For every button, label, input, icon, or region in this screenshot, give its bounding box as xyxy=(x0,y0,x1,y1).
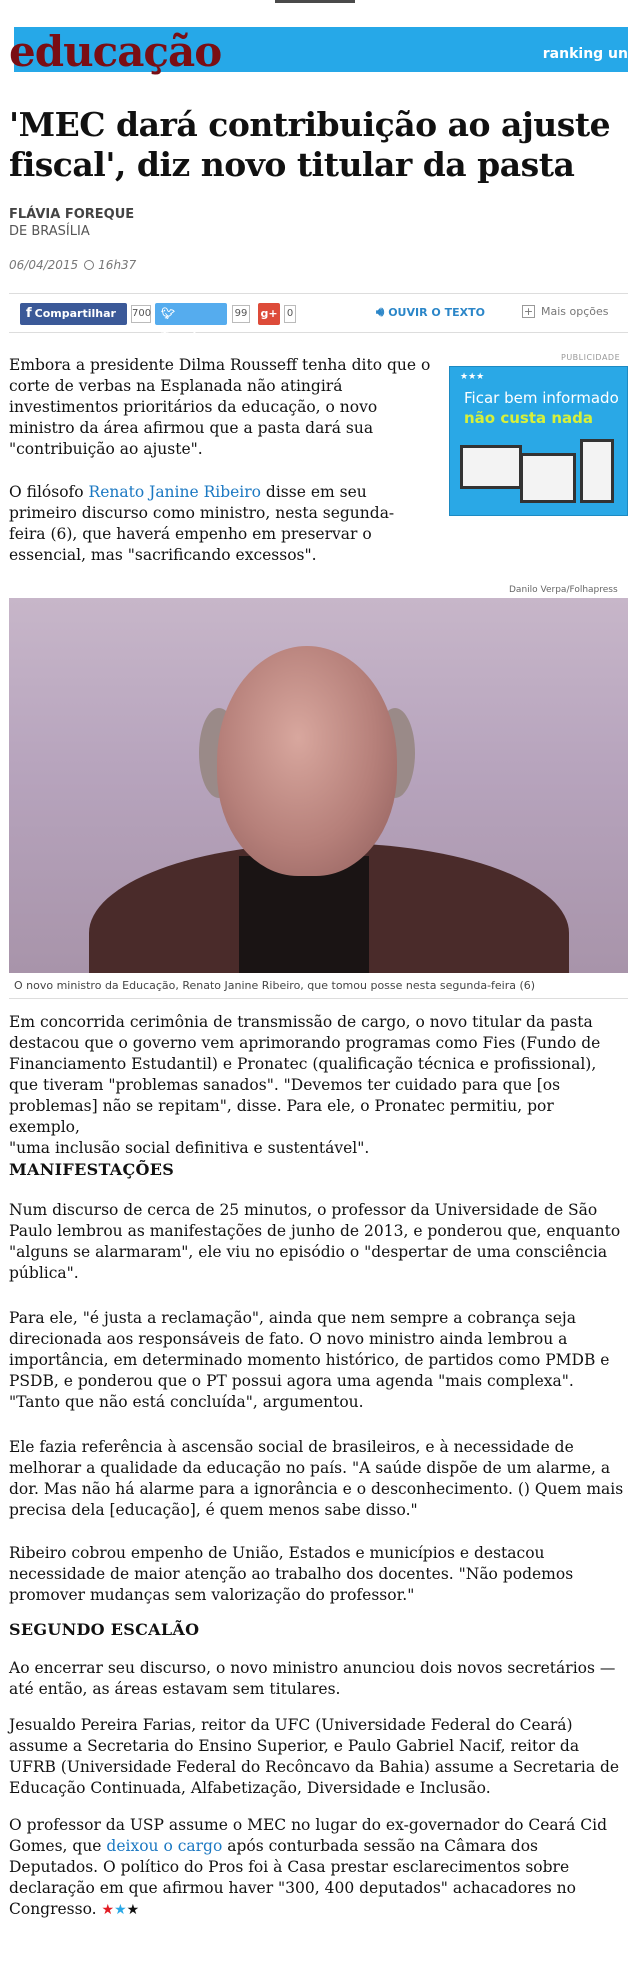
clock-icon xyxy=(84,260,94,270)
ad-line-1: Ficar bem informado xyxy=(464,389,619,407)
author-name: FLÁVIA FOREQUE xyxy=(9,207,135,222)
body-paragraph-2: Num discurso de cerca de 25 minutos, o professor da Universidade de São Paulo lembrou as manifestações de junho de 2013, e ponderou que, enquanto "alguns se alarmaram", ele viu no episódio o "despertar de uma consciência pública". xyxy=(9,1201,621,1282)
brand-stars-icon: ★★★ xyxy=(460,372,485,382)
body-paragraph-5: Ribeiro cobrou empenho de União, Estados e municípios e destacou necessidade de maior atenção ao trabalho dos docentes. "Não podemos promover mudanças sem valorização do professor." xyxy=(9,1544,574,1604)
ad-banner[interactable] xyxy=(449,366,628,516)
photo-credit: Danilo Verpa/Folhapress xyxy=(509,585,618,595)
facebook-share-button[interactable]: f Compartilhar xyxy=(20,303,127,325)
article-date: 06/04/2015 xyxy=(9,258,79,272)
deixou-o-cargo-link[interactable]: deixou o cargo xyxy=(106,1837,223,1855)
body-paragraph-4: Ele fazia referência à ascensão social de brasileiros, e à necessidade de melhorar a qualidade da educação no país. "A saúde dispõe de um alarme, a dor. Mas não há alarme para a ignorância e o desconhecimento. () Quem mais precisa dela [educação], é quem menos sabe disso." xyxy=(9,1438,624,1519)
caption-divider xyxy=(9,998,628,999)
body-paragraph-1: Em concorrida cerimônia de transmissão de cargo, o novo titular da pasta destacou que o governo vem aprimorando programas como Fies (Fundo de Financiamento Estudantil) e Pronatec (qualificação técnica e profissional), que tiveram "problemas sanados". "Devemos ter cuidado para que [os problemas] não se repitam", disse. Para ele, o Pronatec permitiu, por exemplo, "uma inclusão social definitiva e sustentável". xyxy=(9,1013,601,1157)
phone-image xyxy=(580,439,614,503)
article-time: 16h37 xyxy=(98,258,137,272)
laptop-image xyxy=(460,445,522,489)
minister-link[interactable]: Renato Janine Ribeiro xyxy=(88,483,261,501)
ranking-link[interactable]: ranking un xyxy=(542,46,628,62)
facebook-share-count: 700 xyxy=(131,305,151,323)
body-paragraph-3: Para ele, "é justa a reclamação", ainda que nem sempre a cobrança seja direcionada aos responsáveis de fato. O novo ministro ainda lembrou a importância, em determinado momento histórico, de partidos como PMDB e PSDB, e ponderou que o PT possui agora uma agenda "mais complexa". "Tanto que não está concluída", argumentou. xyxy=(9,1309,610,1411)
facebook-icon: f xyxy=(26,306,32,321)
section-title[interactable]: educação xyxy=(9,27,222,76)
subhead-segundo-escalao: SEGUNDO ESCALÃO xyxy=(9,1620,200,1639)
twitter-share-button[interactable]: 🐦︎ Tweetar xyxy=(155,303,227,325)
body-paragraph-6: Ao encerrar seu discurso, o novo ministro anunciou dois novos secretários — até então, as áreas estavam sem titulares. xyxy=(9,1659,616,1698)
gplus-share-count: 0 xyxy=(284,305,296,323)
share-bar xyxy=(9,293,628,342)
top-divider xyxy=(0,0,628,4)
end-stars-icon: ★★★ xyxy=(101,1902,140,1918)
ad-label: PUBLICIDADE xyxy=(561,353,621,362)
intro-paragraph-1: Embora a presidente Dilma Rousseff tenha dito que o corte de verbas na Esplanada não atingirá investimentos prioritários da educação, o novo ministro da área afirmou que a pasta dará sua "contribuição ao ajuste". xyxy=(9,356,431,458)
twitter-share-count: 99 xyxy=(232,305,250,323)
body-paragraph-7: Jesualdo Pereira Farias, reitor da UFC (Universidade Federal do Ceará) assume a Secretaria do Ensino Superior, e Paulo Gabriel Nacif, reitor da UFRB (Universidade Federal do Recôncavo da Bahia) assume a Secretaria de Educação Continuada, Alfabetização, Diversidade e Inclusão. xyxy=(9,1716,620,1797)
intro-paragraph-2: O filósofo Renato Janine Ribeiro disse em seu primeiro discurso como ministro, nesta segunda- feira (6), que haverá empenho em preservar o essencial, mas "sacrificando excessos". xyxy=(9,483,395,564)
listen-button[interactable]: 🔊︎ OUVIR O TEXTO xyxy=(376,305,485,320)
speaker-icon: 🔊︎ xyxy=(376,305,385,320)
more-options-button[interactable]: + Mais opções xyxy=(523,305,609,318)
article-dateline xyxy=(9,258,136,272)
ad-line-2: não custa nada xyxy=(464,409,594,427)
plus-icon: + xyxy=(523,305,534,318)
tablet-image xyxy=(520,453,576,503)
body-paragraph-8: O professor da USP assume o MEC no lugar do ex-governador do Ceará Cid Gomes, que deixou o cargo após conturbada sessão na Câmara dos Deputados. O político do Pros foi à Casa prestar esclarecimentos sobre declaração em que afirmou haver "300, 400 deputados" achacadores no Congresso. ★★★ xyxy=(9,1816,607,1918)
author-location: DE BRASÍLIA xyxy=(9,224,90,239)
photo-caption: O novo ministro da Educação, Renato Janine Ribeiro, que tomou posse nesta segunda-feira (6) xyxy=(14,979,536,992)
twitter-icon: 🐦︎ xyxy=(161,307,175,320)
subhead-manifestacoes: MANIFESTAÇÕES xyxy=(9,1160,175,1179)
gplus-share-button[interactable]: g+ xyxy=(258,303,280,325)
article-title: 'MEC dará contribuição ao ajuste fiscal', diz novo titular da pasta xyxy=(9,105,611,184)
minister-photo[interactable] xyxy=(9,598,628,973)
